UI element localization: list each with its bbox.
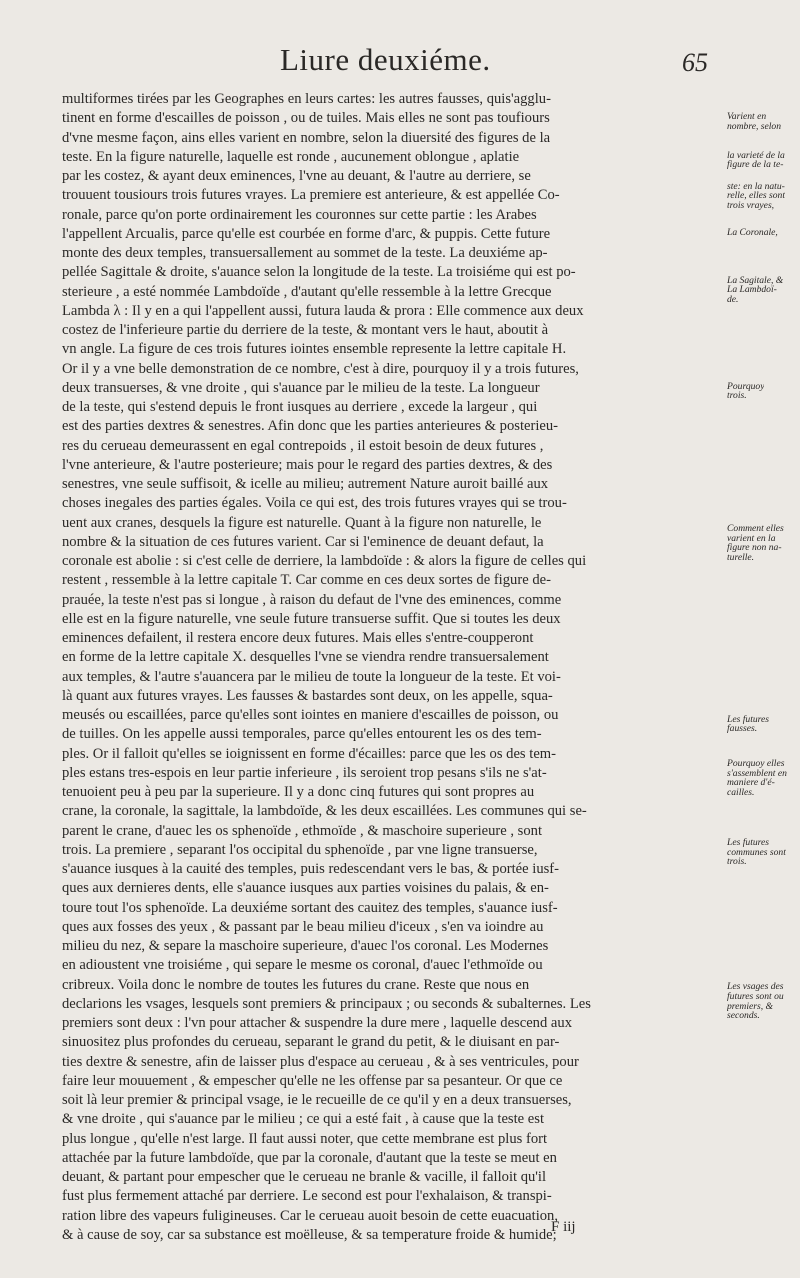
text-line: ples. Or il falloit qu'elles se ioignissent en forme d'écailles: parce que les os des tem- [62,745,557,762]
text-line: trouuent tousiours trois futures vrayes. La premiere est anterieure, & est appellée Co- [62,187,560,204]
text-line: s'auance iusques à la cauité des temples, puis redescendant vers le bas, & portée iusf- [62,861,560,877]
text-line: attachée par la future lambdoïde, que par la coronale, d'autant que la teste se meut en [62,1149,557,1166]
text-line: teste. En la figure naturelle, laquelle est ronde , aucunement oblongue , aplatie [62,148,520,165]
text-line: sinuositez plus profondes du cerueau, separant le grand du petit, & le diuisant en par- [62,1034,560,1051]
margin-note-line: fausses. [727,724,758,734]
text-line: premiers sont deux : l'vn pour attacher & suspendre la dure mere , laquelle descend aux [62,1015,572,1031]
margin-note-line: figure de la te- [727,160,784,170]
text-line: ties dextre & senestre, afin de laisser plus d'espace au cerueau , & à ses ventricules, pour [62,1053,579,1070]
text-line: de tuilles. On les appelle aussi temporales, parce qu'elles entourent les os des tem- [62,726,542,743]
text-line: choses inegales des parties égales. Voila ce qui est, des trois futures vrayes qui se trou- [62,495,567,512]
margin-note-line: figure non na- [727,543,782,553]
text-line: là quant aux futures vrayes. Les fausses & bastardes sont deux, on les appelle, squa- [62,687,553,704]
main-text-block [62,90,718,1245]
margin-note-line: communes sont [727,847,786,858]
text-line: d'vne mesme façon, ains elles varient en nombre, selon la diuersité des figures de la [62,129,551,146]
signature-mark: F iij [551,1219,576,1235]
margin-note-line: Les futures [727,714,770,725]
text-line: Lambda λ : Il y en a qui l'appellent aussi, futura lauda & prora : Elle commence aux deux [62,302,584,319]
margin-note-line: Pourquoy [727,381,765,392]
margin-note [727,982,784,1020]
text-line: ples estans tres-espois en leur partie inferieure , ils seroient trop pesans s'ils ne s'at- [62,764,547,781]
text-line: trois. La premiere , separant l'os occipital du sphenoïde , par vne ligne transuerse, [62,841,538,858]
text-line: crane, la coronale, la sagittale, la lambdoïde, & les deux escaillées. Les communes qui se- [62,803,587,820]
text-line: deux transuerses, & vne droite , qui s'auance par le milieu de la teste. La longueur [62,379,540,396]
margin-note-line: seconds. [727,1011,760,1021]
text-line: ques aux fosses des yeux , & passant par le beau milieu d'iceux , s'en va ioindre au [62,918,544,935]
text-line: tenuoient peu à peu par la superieure. Il y a donc cinq futures qui sont propres au [62,784,535,800]
margin-note-line: de. [727,295,739,305]
margin-note-line: La Sagitale, & [727,275,784,286]
margin-note [727,112,781,131]
text-line: cribreux. Voila donc le nombre de toutes les futures du crane. Reste que nous en [62,976,530,993]
margin-note-line: futures sont ou [727,991,784,1002]
text-line: ration libre des vapeurs fuligineuses. Car le cerueau auoit besoin de cette euacuation, [62,1207,558,1224]
text-line: monte des deux temples, transuersallement au sommet de la teste. La deuxiéme ap- [62,245,548,261]
margin-note-line: ste: en la natu- [727,181,785,192]
text-line: senestres, vne seule suffisoit, & icelle au milieu; autrement Nature auroit baillé aux [62,476,549,492]
text-line: Or il y a vne belle demonstration de ce nombre, c'est à dire, pourquoy il y a trois futures, [62,360,579,377]
text-line: coronale est abolie : si c'est celle de derriere, la lambdoïde : & alors la figure de celles qui [62,553,587,569]
text-line: nombre & la situation de ces futures varient. Car si l'eminence de deuant defaut, la [62,533,544,550]
text-line: parent le crane, d'auec les os sphenoïde , ethmoïde , & maschoire superieure , sont [62,822,543,839]
text-line: multiformes tirées par les Geographes en leurs cartes: les autres fausses, quis'agglu- [62,91,551,107]
text-line: & vne droite , qui s'auance par le milieu ; ce qui a esté fait , à cause que la teste est [62,1111,545,1128]
text-line: prauée, la teste n'est pas si longue , à raison du defaut de l'vne des eminences, comme [62,591,562,608]
margin-note [727,228,778,238]
text-line: deuant, & partant pour empescher que le cerueau ne branle & vacille, il falloit qu'il [62,1169,547,1185]
text-line: l'vne anterieure, & l'autre posterieure; mais pour le regard des parties dextres, & des [62,456,553,473]
text-line: toure tout l'os sphenoïde. La deuxiéme sortant des cauitez des temples, s'auance iusf- [62,899,558,916]
margin-note [727,182,785,211]
margin-note [727,759,787,797]
margin-note-line: trois vrayes, [727,200,775,211]
margin-note-line: Pourquoy elles [727,759,785,769]
margin-note-line: relle, elles sont [727,191,785,201]
margin-note [727,524,784,562]
margin-note-line: la varieté de la [727,150,785,161]
margin-note-line: La Lambdoï- [727,285,777,296]
margin-note-line: nombre, selon [727,121,782,132]
text-line: elle est en la figure naturelle, vne seule future transuerse suffit. Que si toutes les deux [62,610,561,627]
margin-note-line: premiers, & [727,1001,774,1012]
text-line: vn angle. La figure de ces trois futures iointes ensemble represente la lettre capitale H. [62,341,567,358]
text-line: l'appellent Arcualis, parce qu'elle est courbée en forme d'arc, & puppis. Cette future [62,225,551,242]
text-line: restent , ressemble à la lettre capitale T. Car comme en ces deux sortes de figure de- [62,572,551,589]
margin-note-line: s'assemblent en [727,768,787,779]
margin-note-line: Les vsages des [727,982,784,992]
text-line: de la teste, qui s'estend depuis le front iusques au derriere , excede la largeur , qui [62,399,538,415]
text-line: ques aux dernieres dents, elle s'auance iusques aux parties voisines du palais, & en- [62,880,549,897]
text-line: eminences defailent, il restera encore deux futures. Mais elles s'entre-coupperont [62,630,534,646]
page-content [62,90,800,1245]
margin-note-line: cailles. [727,787,755,798]
margin-note-line: trois. [727,857,747,867]
margin-note-line: Comment elles [727,524,784,534]
text-line: faire leur mouuement , & empescher qu'elle ne les offense par sa pesanteur. Or que ce [62,1072,563,1089]
text-line: milieu du nez, & separe la maschoire superieure, d'auec l'os coronal. Les Modernes [62,938,549,954]
margin-note-line: varient en la [727,533,776,544]
running-title: Liure deuxiéme. [280,42,491,77]
text-line: aux temples, & l'autre s'auancera par le milieu de toute la longueur de la teste. Et voi- [62,668,561,685]
margin-note [727,276,783,305]
text-line: meusés ou escaillées, parce qu'elles sont iointes en maniere d'escailles de poisson, ou [62,707,559,723]
margin-note [727,715,769,734]
text-line: plus longue , qu'elle n'est large. Il faut aussi noter, que cette membrane est plus fort [62,1130,548,1147]
margin-note-line: trois. [727,391,747,401]
page-header [62,40,800,90]
text-line: en forme de la lettre capitale X. desquelles l'vne se viendra rendre transuersalement [62,649,549,666]
margin-note-line: turelle. [727,552,755,563]
margin-note [727,382,764,401]
margin-note-line: La Coronale, [727,227,778,238]
text-line: res du cerueau demeurassent en egal contrepoids , il estoit besoin de deux futures , [62,437,544,454]
margin-note-line: Varient en [727,112,767,122]
margin-note-line: maniere d'é- [727,778,775,788]
text-line: sterieure , a esté nommée Lambdoïde , d'autant qu'elle ressemble à la lettre Grecque [62,283,552,300]
text-line: soit là leur premier & principal vsage, ie le recueille de ce qu'il y en a deux transuerses, [62,1092,572,1108]
text-line: fust plus fermement attaché par derriere. Le second est pour l'exhalaison, & transpi- [62,1188,552,1205]
page-number: 65 [682,48,708,77]
text-line: costez de l'inferieure partie du derriere de la teste, & montant vers le haut, aboutit à [62,322,549,338]
text-line: ronale, parce qu'on porte ordinairement les couronnes sur cette partie : les Arabes [62,206,537,223]
margin-note-line: Les futures [727,837,770,848]
text-line: & à cause de soy, car sa substance est moëlleuse, & sa temperature froide & humide; [62,1226,557,1243]
text-line: en adioustent vne troisiéme , qui separe le mesme os coronal, d'auec l'ethmoïde ou [62,957,543,974]
text-line: uent aux cranes, desquels la figure est naturelle. Quant à la figure non naturelle, le [62,514,542,531]
margin-note [727,151,785,170]
text-line: tinent en forme d'escailles de poisson , ou de tuiles. Mais elles ne sont pas toufiours [62,110,550,127]
text-line: pellée Sagittale & droite, s'auance selon la longitude de la teste. La troisiéme qui est po- [62,264,576,281]
text-line: declarions les vsages, lesquels sont premiers & principaux ; ou seconds & subalternes. Les [62,995,591,1012]
text-line: par les costez, & ayant deux eminences, l'vne au deuant, & l'autre au derriere, se [62,168,531,184]
text-line: est des parties dextres & senestres. Afin donc que les parties anterieures & posterieu- [62,418,559,435]
margin-note [727,838,786,867]
